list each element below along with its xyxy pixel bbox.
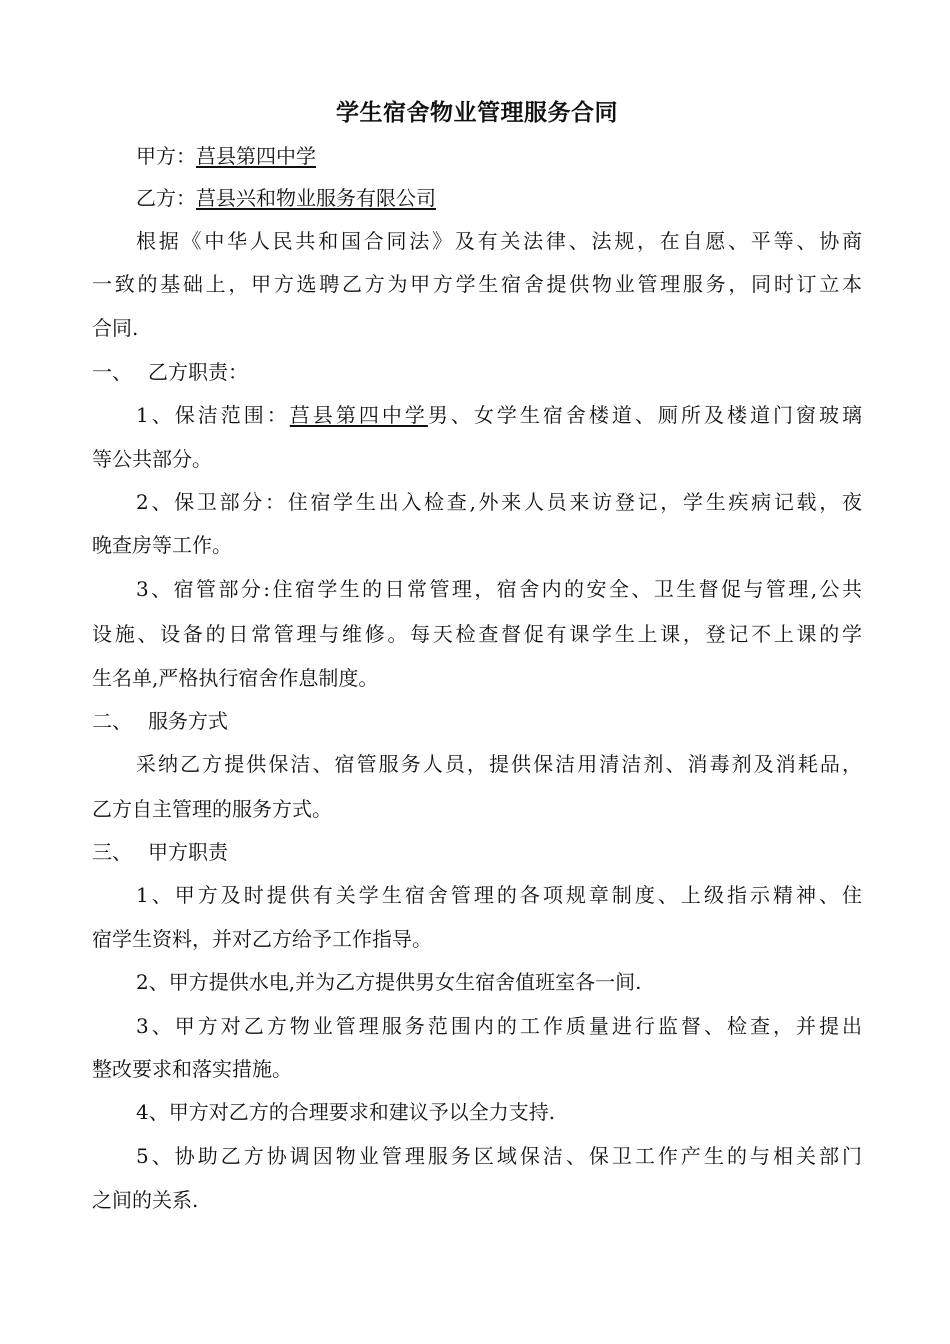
intro-line-1: 根据《中华人民共和国合同法》及有关法律、法规，在自愿、平等、协商: [136, 229, 862, 253]
s3-item-3-line-2: 整改要求和落实措施。: [92, 1057, 292, 1081]
s1-item-3-line-1: 3、宿管部分:住宿学生的日常管理，宿舍内的安全、卫生督促与管理,公共: [136, 577, 862, 601]
section-3-title: 甲方职责: [148, 840, 228, 864]
s1-item-1-line-2: 等公共部分。: [92, 447, 212, 471]
s2-line-2: 乙方自主管理的服务方式。: [92, 797, 332, 821]
s1-item-1-rest: 男、女学生宿舍楼道、厕所及楼道门窗玻璃: [427, 403, 863, 427]
party-a-line: [136, 142, 316, 170]
s1-item-1-prefix: 1、保洁范围：: [136, 403, 290, 427]
s3-item-3-line-1: 3、甲方对乙方物业管理服务范围内的工作质量进行监督、检查，并提出: [136, 1014, 862, 1038]
s1-item-3-line-2: 设施、设备的日常管理与维修。每天检查督促有课学生上课，登记不上课的学: [92, 622, 862, 646]
s3-item-1-line-2: 宿学生资料，并对乙方给予工作指导。: [92, 927, 432, 951]
intro-line-2: 一致的基础上，甲方选聘乙方为甲方学生宿舍提供物业管理服务，同时订立本: [92, 272, 862, 296]
party-a-label: 甲方：: [136, 144, 196, 168]
party-a-name: 莒县第四中学: [196, 144, 316, 168]
section-1-title: 乙方职责：: [148, 360, 248, 384]
party-b-line: [136, 184, 436, 212]
s3-item-2: 2、甲方提供水电,并为乙方提供男女生宿舍值班室各一间.: [136, 970, 642, 994]
s3-item-5-line-1: 5、协助乙方协调因物业管理服务区域保洁、保卫工作产生的与相关部门: [136, 1144, 862, 1168]
section-3-number: 三、: [92, 840, 132, 864]
section-2-heading: [92, 707, 228, 735]
s3-item-4: 4、甲方对乙方的合理要求和建议予以全力支持.: [136, 1100, 556, 1124]
s1-item-1-school: 莒县第四中学: [289, 403, 428, 427]
s1-item-2-line-2: 晚查房等工作。: [92, 533, 232, 557]
party-b-name: 莒县兴和物业服务有限公司: [196, 186, 436, 210]
document-title: 学生宿舍物业管理服务合同: [336, 100, 618, 126]
s2-line-1: 采纳乙方提供保洁、宿管服务人员，提供保洁用清洁剂、消毒剂及消耗品，: [136, 752, 862, 776]
s1-item-3-line-3: 生名单,严格执行宿舍作息制度。: [92, 666, 379, 690]
section-1-heading: [92, 358, 248, 386]
section-2-number: 二、: [92, 709, 132, 733]
section-2-title: 服务方式: [148, 709, 228, 733]
s1-item-1-line-1: [136, 401, 862, 429]
s1-item-2-line-1: 2、保卫部分：住宿学生出入检查,外来人员来访登记，学生疾病记载，夜: [136, 490, 862, 514]
party-b-label: 乙方：: [136, 186, 196, 210]
s3-item-1-line-1: 1、甲方及时提供有关学生宿舍管理的各项规章制度、上级指示精神、住: [136, 883, 862, 907]
section-3-heading: [92, 838, 228, 866]
s3-item-5-line-2: 之间的关系.: [92, 1188, 199, 1212]
section-1-number: 一、: [92, 360, 132, 384]
intro-line-3: 合同.: [92, 316, 139, 340]
